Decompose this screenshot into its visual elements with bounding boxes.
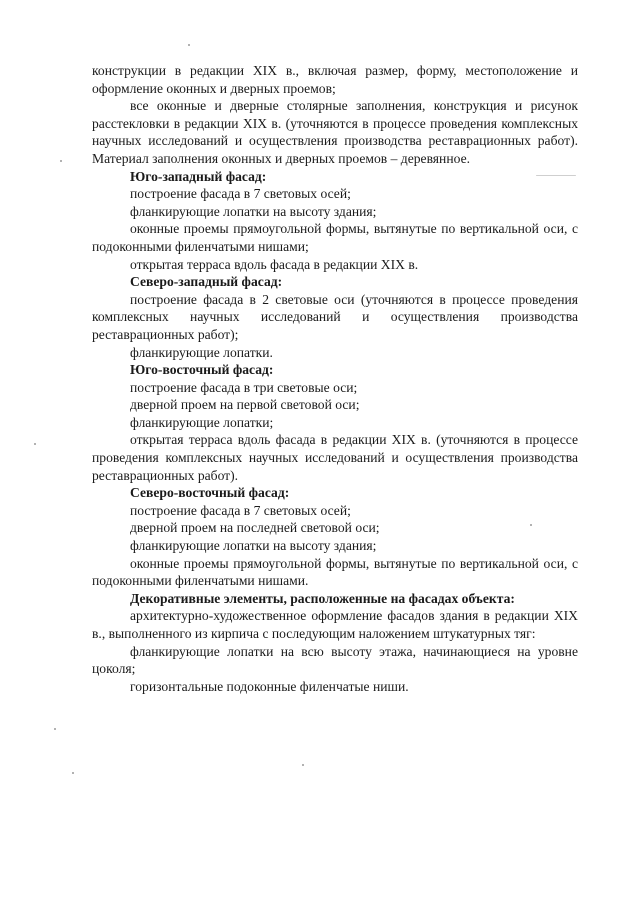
section-heading: Юго-западный фасад: <box>130 168 267 184</box>
section-heading: Северо-западный фасад: <box>130 274 283 290</box>
section-heading: Декоративные элементы, расположенные на фасадах объекта: <box>130 590 515 606</box>
scan-speck <box>60 160 62 162</box>
list-item: архитектурно-художественное оформление фасадов здания в редакции XIX в., выполненного из кирпича с последующим наложением штукатурных тяг: <box>92 608 578 641</box>
scan-speck <box>302 764 304 766</box>
list-item: оконные проемы прямоугольной формы, вытянутые по вертикальной оси, с подоконными филенчатыми нишами; <box>92 221 578 254</box>
list-item: построение фасада в 7 световых осей; <box>130 502 351 518</box>
list-item: фланкирующие лопатки на высоту здания; <box>130 203 377 219</box>
scan-speck <box>536 175 576 176</box>
list-item: оконные проемы прямоугольной формы, вытянутые по вертикальной оси, с подоконными филенчатыми нишами. <box>92 555 578 589</box>
list-item: построение фасада в 2 световые оси (уточняются в процессе проведения комплексных научных исследований и осуществления производства реставрационных работ); <box>92 291 578 342</box>
list-item: открытая терраса вдоль фасада в редакции XIX в. (уточняются в процессе проведения комплексных научных исследований и осуществления производства реставрационных работ). <box>92 432 578 483</box>
section-heading: Северо-восточный фасад: <box>130 485 290 501</box>
list-item: фланкирующие лопатки; <box>130 414 274 430</box>
scan-speck <box>530 524 532 526</box>
scan-speck <box>54 728 56 730</box>
list-item: построение фасада в 7 световых осей; <box>130 186 351 202</box>
list-item: фланкирующие лопатки. <box>130 344 273 360</box>
document-body <box>92 62 578 695</box>
list-item: горизонтальные подоконные филенчатые ниши. <box>130 678 409 694</box>
scan-speck <box>188 44 190 46</box>
section-heading: Юго-восточный фасад: <box>130 362 274 378</box>
scan-speck <box>72 772 74 774</box>
list-item: фланкирующие лопатки на всю высоту этажа, начинающиеся на уровне цоколя; <box>92 643 578 677</box>
scan-speck <box>34 443 36 445</box>
paragraph: все оконные и дверные столярные заполнения, конструкция и рисунок расстекловки в редакции XIX в. (уточняются в процессе проведения комплексных научных исследований и осуществления производства реставрационных работ). Материал заполнения оконных и дверных проемов – деревянное. <box>92 98 578 166</box>
list-item: фланкирующие лопатки на высоту здания; <box>130 538 377 554</box>
list-item: построение фасада в три световые оси; <box>130 379 358 395</box>
list-item: открытая терраса вдоль фасада в редакции XIX в. <box>130 256 419 272</box>
list-item: дверной проем на последней световой оси; <box>130 520 380 536</box>
list-item: дверной проем на первой световой оси; <box>130 397 360 413</box>
paragraph: конструкции в редакции XIX в., включая размер, форму, местоположение и оформление оконных и дверных проемов; <box>92 63 578 96</box>
